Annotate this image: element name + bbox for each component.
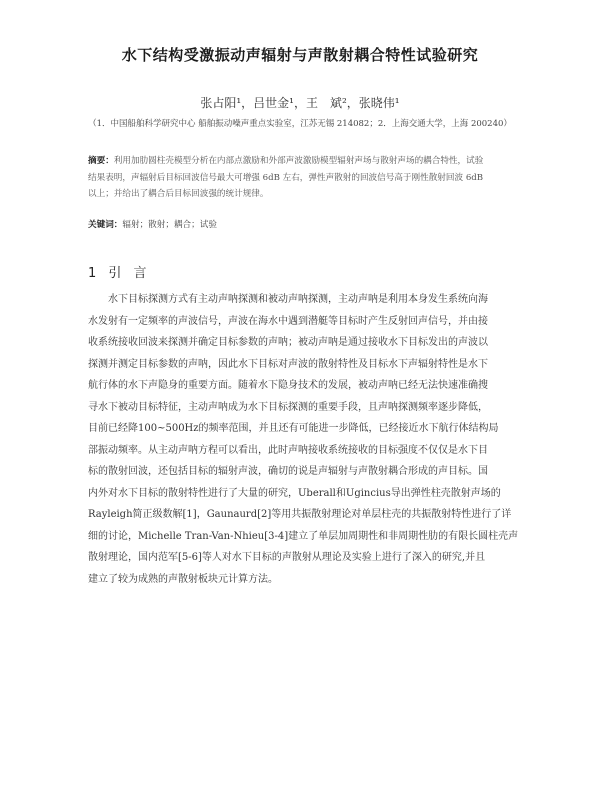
body-line: 水发射有一定频率的声波信号，声波在海水中遇到潜艇等目标时产生反射回声信号，并由接 (88, 315, 488, 327)
body-line: 收系统接收回波来探测并确定目标参数的声呐；被动声呐是通过接收水下目标发出的声波以 (88, 337, 488, 348)
abstract-line: 以上；并给出了耦合后目标回波强的统计规律。 (88, 189, 269, 199)
section-1-heading: 1 引 言 (88, 266, 151, 281)
author-list: 张占阳¹，吕世金¹，王 斌²，张晓伟¹ (200, 96, 400, 110)
body-line: 寻水下被动目标特征，主动声呐成为水下目标探测的重要手段，且声呐探测频率逐步降低， (88, 401, 488, 413)
keywords (88, 218, 516, 230)
keywords-text: 辐射；散射；耦合；试验 (122, 220, 217, 230)
body-line: 航行体的水下声隐身的重要方面。随着水下隐身技术的发展，被动声呐已经无法快速准确搜 (88, 380, 488, 391)
body-line: 标的散射回波，还包括目标的辐射声波，确切的说是声辐射与声散射耦合形成的声目标。国 (88, 466, 488, 477)
body-line: 建立了较为成熟的声散射板块元计算方法。 (88, 573, 278, 585)
body-line: 探测并测定目标参数的声呐，因此水下目标对声波的散射特性及目标水下声辐射特性是水下 (88, 358, 488, 370)
abstract (88, 153, 516, 203)
abstract-label: 摘要： (88, 156, 114, 166)
body-line: 水下目标探测方式有主动声呐探测和被动声呐探测，主动声呐是利用本身发生系统向海 (108, 294, 488, 305)
body-line: 部振动频率。从主动声呐方程可以看出，此时声呐接收系统接收的目标强度不仅仅是水下目 (88, 444, 488, 456)
keywords-label: 关键词： (88, 220, 123, 230)
body-line: 目前已经降100~500Hz的频率范围，并且还有可能进一步降低，已经接近水下航行体结构局 (88, 423, 499, 434)
body-line: Rayleigh简正级数解[1]，Gaunaurd[2]等用共振散射理论对单层柱壳的共振散射特性进行了详 (88, 509, 512, 520)
body-line: 内外对水下目标的散射特性进行了大量的研究，Uberall和Ugincius导出弹性柱壳散射声场的 (88, 487, 501, 499)
body-line: 细的讨论，Michelle Tran-Van-Nhieu[3-4]建立了单层加周期性和非周期性肋的有限长圆柱壳声 (88, 530, 518, 542)
paper-title: 水下结构受激振动声辐射与声散射耦合特性试验研究 (121, 46, 479, 64)
abstract-line: 摘要：利用加肋圆柱壳模型分析在内部点激励和外部声波激励模型辐射声场与散射声场的耦合特性，试验 (88, 156, 484, 166)
body-line: 散射理论，国内范军[5-6]等人对水下目标的声散射从理论及实验上进行了深入的研究,并且 (88, 552, 486, 563)
affiliation: （1．中国船舶科学研究中心 船舶振动噪声重点实验室，江苏无锡 214082；2．上海交通大学，上海 200240） (88, 119, 512, 129)
abstract-line: 结果表明，声辐射后目标回波信号最大可增强 6dB 左右，弹性声散射的回波信号高于刚性散射回波 6dB (88, 172, 484, 183)
section-1-paragraph-1 (88, 289, 518, 590)
